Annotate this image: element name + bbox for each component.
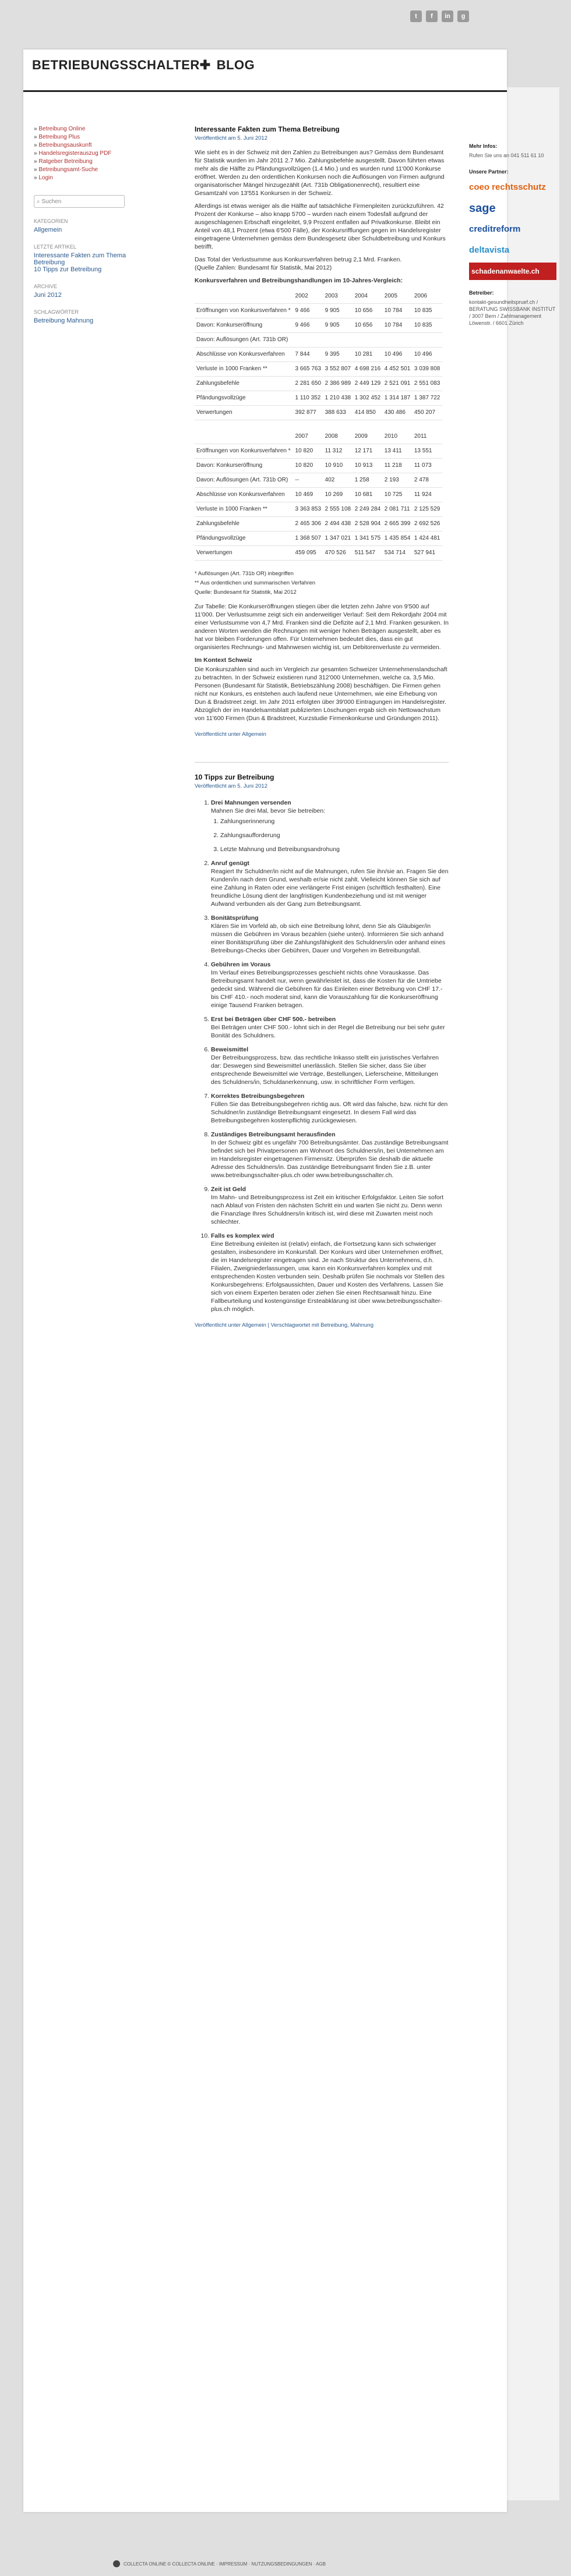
tag-link[interactable]: Betreibung Mahnung [34,317,94,324]
section-heading: Im Kontext Schweiz [195,657,252,664]
stats-table-2002-2006: 2002 2003 2004 2005 2006 Eröffnungen von Konkursverfahren * 9 466 9 905 10 656 10 784 10 835 Davon: Konkurseröffnung 9 466 9 905 10 656 10 784 10 835 Davon: Auflösungen (Art. 731b OR) Abschlüsse von Konkursverfahren 7 844 9 395 10 281 10 496 10 496 Verluste in 1000 Franken ** 3 665 763 3 552 807 4 698 216 4 452 501 3 039 808 Zahlungsbefehle 2 281 650 2 386 989 2 449 129 2 521 091 2 551 083 Pfändungsvollzüge 1 110 352 1 210 438 1 302 452 1 314 187 1 387 722 Verwertungen 392 877 388 633 414 850 430 486 450 207 [195,289,442,420]
list-item: 4. Gebühren im Voraus Im Verlauf eines Betreibungsprozesses geschieht nichts ohne Vorauskasse. Das Betreibungsamt handelt nur, wenn gewährleistet ist, dass die Kosten für die Umtriebe gedeckt sind. Während die Gebühren für das Einleiten einer Betreibung von CHF 17.- bis CHF 410.- noch moderat sind, kann die Vorauszahlung für die Konkurseröffnung einige Tausend Franken betragen. [211,961,449,1009]
header [23,49,507,92]
nav-item[interactable]: » Betreibungsamt-Suche [34,166,98,173]
main-content: Interessante Fakten zum Thema Betreibung Veröffentlicht am 5. Juni 2012 Wie sieht es in der Schweiz mit den Zahlen zu Betreibungen aus? Gemäss dem Bundesamt für Statistik wurden im Jahr 2011 2.7 Mio. Zahlungsbefehle ausgestellt. Davon führten etwas mehr als die Hälfte zu Pfändungsvollzügen (1.4 Mio.) und es wurden rund 11'000 Konkurse eröffnet. Werden zu den ordentlichen Konkursen noch die Auflösungen von Firmen aufgrund organisatorischer Mängel hinzugezählt (Art. 731b Obligationenrecht), resultiert eine Gesamtzahl von 13'551 Konkursen in der Schweiz. Allerdings ist etwas weniger als die Hälfte auf tatsächliche Firmenpleiten zurückzuführen. 42 Prozent der Konkurse – also knapp 5700 – wurden nach einem Todesfall aufgrund der ausgeschlagenen Erbschaft eingeleitet, 9,9 Prozent entfallen auf Privatkonkurse. Bleibt ein Anteil von 48,1 Prozent (etwa 6'500 Fälle), der Konkursrifflungen gegen im Handelsregister eingetragene Unternehmen gemäss dem Bundesgesetz über Schuldbetreibung und Konkurs betrifft. Das Total der Verlustsumme aus Konkursverfahren betrug 2,1 Mrd. Franken. (Quelle Zahlen: Bundesamt für Statistik, Mai 2012) Konkursverfahren und Betreibungshandlungen im 10-Jahres-Vergleich: 2002 2003 2004 2005 2006 Eröffnungen von Konkursverfahren * 9 466 9 905 10 656 10 784 10 835 Davon: Konkurseröffnung 9 466 9 905 10 656 10 784 10 835 Davon: Auflösungen (Art. 731b OR) Abschlüsse von Konkursverfahren 7 844 9 395 10 281 10 496 10 496 Verluste in 1000 Franken ** 3 665 763 3 552 807 4 698 216 4 452 501 3 039 808 Zahlungsbefehle 2 281 650 2 386 989 2 449 129 2 521 091 2 551 083 Pfändungsvollzüge 1 110 352 1 210 438 1 302 452 1 314 187 1 387 722 Verwertungen 392 877 388 633 414 850 430 486 450 207 2007 2008 2009 2010 2011 Eröffnungen von Konkursverfahren * 10 820 11 312 12 171 13 411 13 551 Davon: Konkurseröffnung 10 820 10 910 10 913 11 218 11 073 Davon: Auflösungen (Art. 731b OR) -- 402 1 258 2 193 2 478 Abschlüsse von Konkursverfahren 10 469 10 269 10 681 10 725 11 924 Verluste in 1000 Franken ** 3 363 853 2 555 108 2 249 284 2 081 711 2 125 529 Zahlungsbefehle 2 465 306 2 494 438 2 528 904 2 665 399 2 692 526 Pfändungsvollzüge 1 368 507 1 347 021 1 341 575 1 435 854 1 424 481 Verwertungen 459 095 470 526 511 547 534 714 527 941 * Auflösungen (Art. 731b OR) inbegriffen ** Aus ordentlichen und summarischen Verfahren Quelle: Bundesamt für Statistik, Mai 2012 Zur Tabelle: Die Konkurseröffnungen stiegen über die letzten zehn Jahre von 9'500 auf 11'000. Der Verlustsumme zeigt sich ein anderweitiger Verlauf: Seit dem Rekordjahr 2004 mit einer Verlustsumme von 4,7 Mrd. Franken sind die Defizite auf 2,1 Mrd. Franken gesunken. In anderen Worten wenden die Rechnungen mit weniger hohen Beträgen ausgestellt, aber es hat vor bleiben Forderungen offen. Für Unternehmen bedeutet dies, dass ein gut organisiertes Rechnungs- und Mahnwesen wichtig ist, um Debitorenverluste zu vermeiden. Im Kontext Schweiz Die Konkurszahlen sind auch im Vergleich zur gesamten Schweizer Unternehmenslandschaft zu betrachten. In der Schweiz existieren rund 312'000 Unternehmen, welche ca. 3,5 Mio. Personen (Bundesamt für Statistik, Betriebszählung 2008) beschäftigen. Die Firmen gehen nicht nur Konkurs, es entstehen auch laufend neue Unternehmen, wie eine Erhebung von Dun & Bradstreet zeigt. Im Jahr 2011 erfolgten über 39'000 Eintragungen im Handelsregister. Abzüglich der im Handelsamtsblatt publizierten Löschungen ergab sich ein Nettowachstum von 11'600 Firmen (Dun & Bradstreet, Kurzstudie Firmenkonkurse und Gründungen 2011). Veröffentlicht unter Allgemein 10 Tipps zur Betreibung Veröffentlicht am 5. Juni 2012 1. Drei Mahnungen versenden Mahnen Sie drei Mal, bevor Sie betreiben: 1. Zahlungserinnerung 2. Zahlungsaufforderung 3. Letzte Mahnung und Betreibungsandrohung 2. Anruf genügt Reagiert Ihr Schuldner/in nicht auf die Mahnungen, rufen Sie ihn/sie an. Fragen Sie den Kunden/in nach dem Grund, weshalb er/sie nicht zahlt. Vielleicht können Sie sich auf eine Zahlung in Raten oder eine verlängerte Frist einigen (schriftlich festhalten). Eine freundliche Lösung dient der langfristigen Kundenbeziehung und ist mit weniger Aufwand verbunden als der Gang zum Betreibungsamt. 3. Bonitätsprüfung Klären Sie im Vorfeld ab, ob sich eine Betreibung lohnt, denn Sie als Gläubiger/in müssen die Gebühren im Voraus bezahlen (siehe unten). Informieren Sie sich anhand einer Bonitätsprüfung über die Zahlungsfähigkeit des Schuldners/in oder anhand eines Betreibungs-Checks über Gebühren, Dauer und Vorgehen im Betreibungsfall. 4. Gebühren im Voraus Im Verlauf eines Betreibungsprozesses geschieht nichts ohne Vorauskasse. Das Betreibungsamt handelt nur, wenn gewährleistet ist, dass die Kosten für die Umtriebe gedeckt sind. Während die Gebühren für das Einleiten einer Betreibung von CHF 17.- bis CHF 410.- noch moderat sind, kann die Vorauszahlung für die Konkurseröffnung einige Tausend Franken betragen. 5. Erst bei Beträgen über CHF 500.- betreiben Bei Beträgen unter CHF 500.- lohnt sich in der Regel die Betreibung nur bei sehr guter Bonität des Schuldners. 6. Beweismittel Der Betreibungsprozess, bzw. das rechtliche Inkasso stellt ein juristisches Verfahren dar: Deswegen sind Beweismittel unerlässlich. Stellen Sie sicher, dass Sie über entsprechende Beweismittel wie Verträge, Bestellungen, Lieferscheine, Mitteilungen des Schuldners/in, Schuldanerkennung, usw. in schriftlicher Form verfügen. 7. Korrektes Betreibungsbegehren Füllen Sie das Betreibungsbegehren richtig aus. Oft wird das falsche, bzw. nicht für den Schuldner/in zuständige Betreibungsamt eingesetzt. In diesem Fall wird das Betreibungsbegehren kostenpflichtig zurückgewiesen. 8. Zuständiges Betreibungsamt herausfinden In der Schweiz gibt es ungefähr 700 Betreibungsämter. Das zuständige Betreibungsamt befindet sich bei Privatpersonen am Wohnort des Schuldners/in, bei Unternehmen am im Handelsregister eingetragenen Firmensitz. Überprüfen Sie deshalb die aktuelle Adresse des Schuldners/in. Das zuständige Betreibungsamt finden Sie z.B. unter www.betreibungsschalter-plus.ch oder www.betreibungsschalter.ch. 9. Zeit ist Geld Im Mahn- und Betreibungsprozess ist Zeit ein kritischer Erfolgsfaktor. Leiten Sie sofort nach Ablauf von Fristen den nächsten Schritt ein und warten Sie nicht zu. Denn wenn die Finanzlage Ihres Schuldners/in kritisch ist, wird diese mit Zuwarten meist noch schlechter. 10. Falls es komplex wird Eine Betreibung einleiten ist (relativ) einfach, die Fortsetzung kann sich schwieriger gestalten, insbesondere im Konkursfall. Der Konkurs wird über Unternehmen eröffnet, die im Handelsregister eingetragen sind. Je nach Struktur des Unternehmens, d.h. Filialen, Zweigniederlassungen, usw. kann ein Konkursverfahren komplex und mit entsprechenden Kosten verbunden sein. Deshalb prüfen Sie nochmals vor Stellen des Konkursbegehrens: Erfolgsaussichten, Dauer und Kosten des Verfahrens. Lassen Sie sich von einem Experten beraten oder ziehen Sie einen Rechtsanwalt hinzu. Eine Fallbeurteilung und kostengünstige Ersteabklärung ist über www.betreibungsschalter-plus.ch möglich. Veröffentlicht unter Allgemein | Verschlagwortet mit Betreibung, Mahnung [195,125,449,1335]
table-row: Verwertungen 392 877 388 633 414 850 430 486 450 207 [195,406,442,420]
info-title: Mehr Infos: [469,143,498,149]
social-icons [410,10,469,22]
table-row: Verwertungen 459 095 470 526 511 547 534 714 527 941 [195,546,442,561]
archive-title: ARCHIVE [34,284,58,289]
collecta-logo-icon [113,2560,120,2567]
site-logo[interactable] [32,58,255,73]
table-row: Pfändungsvollzüge 1 368 507 1 347 021 1 341 575 1 435 854 1 424 481 [195,532,442,546]
recent-title: LETZTE ARTIKEL [34,244,76,250]
paragraph: Allerdings ist etwas weniger als die Hälfte auf tatsächliche Firmenpleiten zurückzuführen. 42 Prozent der Konkurse – also knapp 5700 – wurden nach einem Todesfall aufgrund der ausgeschlagenen Erbschaft eingeleitet, 9,9 Prozent entfallen auf Privatkonkurse. Bleibt ein Anteil von 48,1 Prozent (etwa 6'500 Fälle), der Konkursrifflungen gegen im Handelsregister eingetragene Unternehmen gemäss dem Bundesgesetz über Schuldbetreibung und Konkurs betrifft. [195,203,446,250]
partner-logo[interactable]: schadenanwaelte.ch [469,263,556,280]
post-meta: Veröffentlicht am 5. Juni 2012 [195,783,267,789]
nav-item[interactable]: » Betreibungsauskunft [34,142,92,148]
divider [195,762,449,763]
stats-table-2007-2011: 2007 2008 2009 2010 2011 Eröffnungen von Konkursverfahren * 10 820 11 312 12 171 13 411 13 551 Davon: Konkurseröffnung 10 820 10 910 10 913 11 218 11 073 Davon: Auflösungen (Art. 731b OR) -- 402 1 258 2 193 2 478 Abschlüsse von Konkursverfahren 10 469 10 269 10 681 10 725 11 924 Verluste in 1000 Franken ** 3 363 853 2 555 108 2 249 284 2 081 711 2 125 529 Zahlungsbefehle 2 465 306 2 494 438 2 528 904 2 665 399 2 692 526 Pfändungsvollzüge 1 368 507 1 347 021 1 341 575 1 435 854 1 424 481 Verwertungen 459 095 470 526 511 547 534 714 527 941 [195,430,442,561]
recent-post-link[interactable]: 10 Tipps zur Betreibung [34,266,102,273]
plus-icon: ✚ [199,58,211,72]
linkedin-icon[interactable]: in [442,10,453,22]
list-item: 8. Zuständiges Betreibungsamt herausfinden In der Schweiz gibt es ungefähr 700 Betreibungsämter. Das zuständige Betreibungsamt befindet sich bei Privatpersonen am Wohnort des Schuldners/in, bei Unternehmen am im Handelsregister eingetragenen Firmensitz. Überprüfen Sie deshalb die aktuelle Adresse des Schuldners/in. Das zuständige Betreibungsamt finden Sie z.B. unter www.betreibungsschalter-plus.ch oder www.betreibungsschalter.ch. [211,1131,449,1179]
post-footer[interactable]: Veröffentlicht unter Allgemein [195,731,266,738]
right-sidebar [469,143,556,327]
left-sidebar [34,125,150,324]
list-item: 1. Drei Mahnungen versenden Mahnen Sie drei Mal, bevor Sie betreiben: 1. Zahlungserinnerung 2. Zahlungsaufforderung 3. Letzte Mahnung und Betreibungsandrohung [211,799,449,853]
logo-blog: BLOG [216,58,255,72]
table-row: Davon: Auflösungen (Art. 731b OR) [195,333,442,348]
twitter-icon[interactable]: t [410,10,422,22]
paragraph: Die Konkurszahlen sind auch im Vergleich zur gesamten Schweizer Unternehmenslandschaft zu betrachten. In der Schweiz existieren rund 312'000 Unternehmen, welche ca. 3,5 Mio. Personen (Bundesamt für Statistik, Betriebszählung 2008) beschäftigen. Die Firmen gehen nicht nur Konkurs, es entstehen auch laufend neue Unternehmen, wie eine Erhebung von Dun & Bradstreet zeigt. Im Jahr 2011 erfolgten über 39'000 Eintragungen im Handelsregister. Abzüglich der im Handelsamtsblatt publizierten Löschungen ergab sich ein Nettowachstum von 11'600 Firmen (Dun & Bradstreet, Kurzstudie Firmenkonkurse und Gründungen 2011). [195,666,447,722]
search-icon: ⌕ [37,198,42,205]
table-row: Zahlungsbefehle 2 281 650 2 386 989 2 449 129 2 521 091 2 551 083 [195,377,442,391]
post-title[interactable]: Interessante Fakten zum Thema Betreibung [195,125,340,133]
contact-text: kontakt-gesundheitspruef.ch / BERATUNG SWISSBANK INSTITUT / 3007 Bern / Zahlmanagement Löwenstr. / 6601 Zürich [469,299,556,326]
nav-item[interactable]: » Login [34,175,53,181]
post-title[interactable]: 10 Tipps zur Betreibung [195,773,274,781]
list-item: 5. Erst bei Beträgen über CHF 500.- betreiben Bei Beträgen unter CHF 500.- lohnt sich in der Regel die Betreibung nur bei sehr guter Bonität des Schuldners. [211,1015,449,1040]
partner-logo[interactable]: sage [469,202,496,215]
partner-logo[interactable]: deltavista [469,245,510,255]
list-item: 2. Anruf genügt Reagiert Ihr Schuldner/in nicht auf die Mahnungen, rufen Sie ihn/sie an. Fragen Sie den Kunden/in nach dem Grund, weshalb er/sie nicht zahlt. Vielleicht können Sie sich auf eine Zahlung in Raten oder eine verlängerte Frist einigen (schriftlich festhalten). Eine freundliche Lösung dient der langfristigen Kundenbeziehung und ist mit weniger Aufwand verbunden als der Gang zum Betreibungsamt. [211,859,449,908]
facebook-icon[interactable]: f [426,10,438,22]
table-row: Davon: Konkurseröffnung 10 820 10 910 10 913 11 218 11 073 [195,459,442,473]
list-item: 9. Zeit ist Geld Im Mahn- und Betreibungsprozess ist Zeit ein kritischer Erfolgsfaktor. Leiten Sie sofort nach Ablauf von Fristen den nächsten Schritt ein und warten Sie nicht zu. Denn wenn die Finanzlage Ihres Schuldners/in kritisch ist, wird diese mit Zuwarten meist noch schlechter. [211,1185,449,1226]
table-footnote: ** Aus ordentlichen und summarischen Verfahren [195,580,316,586]
info-text: Rufen Sie uns an 041 511 61 10 [469,153,544,158]
table-source: Quelle: Bundesamt für Statistik, Mai 2012 [195,589,297,596]
search-input[interactable]: ⌕ Suchen [34,195,125,208]
page-footer [113,2560,326,2567]
table-row: Eröffnungen von Konkursverfahren * 10 820 11 312 12 171 13 411 13 551 [195,444,442,459]
paragraph: Zur Tabelle: Die Konkurseröffnungen stiegen über die letzten zehn Jahre von 9'500 auf 11'000. Der Verlustsumme zeigt sich ein anderweitiger Verlauf: Seit dem Rekordjahr 2004 mit einer Verlustsumme von 4,7 Mrd. Franken sind die Defizite auf 2,1 Mrd. Franken gesunken. In anderen Worten wenden die Rechnungen mit weniger hohen Beträgen ausgestellt, aber es hat vor bleiben Forderungen offen. Für Unternehmen bedeutet dies, dass ein gut organisiertes Rechnungs- und Mahnwesen wichtig ist, um Debitorenverluste zu vermeiden. [195,603,449,651]
paragraph: Das Total der Verlustsumme aus Konkursverfahren betrug 2,1 Mrd. Franken. [195,256,402,263]
table-row: Pfändungsvollzüge 1 110 352 1 210 438 1 302 452 1 314 187 1 387 722 [195,391,442,406]
partner-logo[interactable]: creditreform [469,224,521,234]
table-row: Verluste in 1000 Franken ** 3 665 763 3 552 807 4 698 216 4 452 501 3 039 808 [195,362,442,377]
list-item: 3. Bonitätsprüfung Klären Sie im Vorfeld ab, ob sich eine Betreibung lohnt, denn Sie als Gläubiger/in müssen die Gebühren im Voraus bezahlen (siehe unten). Informieren Sie sich anhand einer Bonitätsprüfung über die Zahlungsfähigkeit des Schuldners/in oder anhand eines Betreibungs-Checks über Gebühren, Dauer und Vorgehen im Betreibungsfall. [211,914,449,955]
list-item: 6. Beweismittel Der Betreibungsprozess, bzw. das rechtliche Inkasso stellt ein juristisches Verfahren dar: Deswegen sind Beweismittel unerlässlich. Stellen Sie sicher, dass Sie über entsprechende Beweismittel wie Verträge, Bestellungen, Lieferscheine, Mitteilungen des Schuldners/in, Schuldanerkennung, usw. in schriftlicher Form verfügen. [211,1046,449,1086]
table-row: Verluste in 1000 Franken ** 3 363 853 2 555 108 2 249 284 2 081 711 2 125 529 [195,502,442,517]
table-row: Abschlüsse von Konkursverfahren 10 469 10 269 10 681 10 725 11 924 [195,488,442,502]
recent-post-link[interactable]: Interessante Fakten zum Thema Betreibung [34,252,126,266]
partners-title: Unsere Partner: [469,169,509,175]
table-row: Eröffnungen von Konkursverfahren * 9 466 9 905 10 656 10 784 10 835 [195,304,442,318]
table-row: Abschlüsse von Konkursverfahren 7 844 9 395 10 281 10 496 10 496 [195,348,442,362]
nav-item[interactable]: » Ratgeber Betreibung [34,158,93,165]
table-title: Konkursverfahren und Betreibungshandlungen im 10-Jahres-Vergleich: [195,277,403,284]
table-row: Davon: Auflösungen (Art. 731b OR) -- 402 1 258 2 193 2 478 [195,473,442,488]
tips-list [200,799,449,1313]
list-item: 10. Falls es komplex wird Eine Betreibung einleiten ist (relativ) einfach, die Fortsetzung kann sich schwieriger gestalten, insbesondere im Konkursfall. Der Konkurs wird über Unternehmen eröffnet, die im Handelsregister eingetragen sind. Je nach Struktur des Unternehmens, d.h. Filialen, Zweigniederlassungen, usw. kann ein Konkursverfahren komplex und mit entsprechenden Kosten verbunden sein. Deshalb prüfen Sie nochmals vor Stellen des Konkursbegehrens: Erfolgsaussichten, Dauer und Kosten des Verfahrens. Lassen Sie sich von einem Experten beraten oder ziehen Sie einen Rechtsanwalt hinzu. Eine Fallbeurteilung und kostengünstige Ersteabklärung ist über www.betreibungsschalter-plus.ch möglich. [211,1232,449,1313]
google-icon[interactable]: g [457,10,469,22]
logo-text: BETRIEBUNGSSCHALTER [32,58,200,72]
tags-title: SCHLAGWÖRTER [34,309,79,315]
list-item: 7. Korrektes Betreibungsbegehren Füllen Sie das Betreibungsbegehren richtig aus. Oft wird das falsche, bzw. nicht für den Schuldner/in zuständige Betreibungsamt eingesetzt. In diesem Fall wird das Betreibungsbegehren kostenpflichtig zurückgewiesen. [211,1092,449,1125]
table-footnote: * Auflösungen (Art. 731b OR) inbegriffen [195,571,294,577]
nav-item[interactable]: » Betreibung Plus [34,134,80,140]
archive-link[interactable]: Juni 2012 [34,292,62,299]
nav-item[interactable]: » Betreibung Online [34,126,86,132]
partner-logo[interactable]: coeo rechtsschutz [469,182,546,192]
contact-title: Betreiber: [469,290,494,296]
nav-item[interactable]: » Handelsregisterauszug PDF [34,150,112,157]
main-nav [34,125,150,182]
categories-title: KATEGORIEN [34,218,68,224]
table-row: Davon: Konkurseröffnung 9 466 9 905 10 656 10 784 10 835 [195,318,442,333]
table-row: Zahlungsbefehle 2 465 306 2 494 438 2 528 904 2 665 399 2 692 526 [195,517,442,532]
post-meta: Veröffentlicht am 5. Juni 2012 [195,135,267,141]
category-link[interactable]: Allgemein [34,226,62,233]
footer-text[interactable]: COLLECTA ONLINE © COLLECTA ONLINE · IMPRESSUM · NUTZUNGSBEDINGUNGEN · AGB [124,2561,326,2567]
paragraph: Wie sieht es in der Schweiz mit den Zahlen zu Betreibungen aus? Gemäss dem Bundesamt für Statistik wurden im Jahr 2011 2.7 Mio. Zahlungsbefehle ausgestellt. Davon führten etwas mehr als die Hälfte zu Pfändungsvollzügen (1.4 Mio.) und es wurden rund 11'000 Konkurse eröffnet. Werden zu den ordentlichen Konkursen noch die Auflösungen von Firmen aufgrund organisatorischer Mängel hinzugezählt (Art. 731b Obligationenrecht), resultiert eine Gesamtzahl von 13'551 Konkursen in der Schweiz. [195,149,445,197]
post-footer[interactable]: Veröffentlicht unter Allgemein | Verschlagwortet mit Betreibung, Mahnung [195,1322,373,1328]
